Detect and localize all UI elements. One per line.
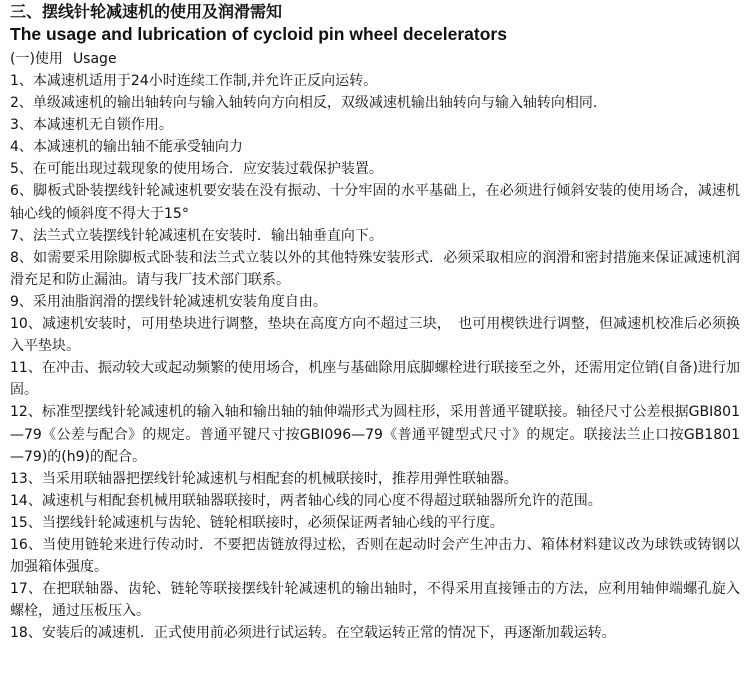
heading-chinese: 三、摆线针轮减速机的使用及润滑需知	[10, 2, 283, 21]
heading-english: The usage and lubrication of cycloid pin wheel decelerators	[10, 24, 507, 44]
list-item: 11、在冲击、振动较大或起动频繁的使用场合，机座与基础除用底脚螺栓进行联接至之外，还需用定位销(自备)进行加固。	[10, 360, 740, 399]
list-item: 9、采用油脂润滑的摆线针轮减速机安装角度自由。	[10, 293, 327, 310]
list-item: 15、当摆线针轮减速机与齿轮、链轮相联接时，必须保证两者轴心线的平行度。	[10, 514, 504, 531]
list-item: 1、本减速机适用于24小时连续工作制,并允许正反向运转。	[10, 73, 378, 89]
section-heading-english: Usage	[72, 51, 117, 67]
list-item: 18、安装后的减速机．正式使用前必须进行试运转。在空载运转正常的情况下，再逐渐加载运转。	[10, 625, 616, 642]
section-heading-chinese: (一)使用	[10, 51, 63, 67]
list-item: 10、减速机安装时，可用垫块进行调整，垫块在高度方向不超过三块， 也可用楔铁进行调整，但减速机校准后必须换入平垫块。	[10, 316, 740, 355]
list-item: 14、减速机与相配套机械用联轴器联接时，两者轴心线的同心度不得超过联轴器所允许的范围。	[10, 492, 602, 509]
list-item: 13、当采用联轴器把摆线针轮减速机与相配套的机械联接时，推荐用弹性联轴器。	[10, 470, 518, 487]
list-item: 17、在把联轴器、齿轮、链轮等联接摆线针轮减速机的输出轴时，不得采用直接锤击的方法，应利用轴伸端螺孔旋入螺栓，通过压板压入。	[10, 581, 740, 620]
list-item: 2、单级减速机的输出轴转向与输入轴转向方向相反，双级减速机输出轴转向与输入轴转向相同.	[10, 95, 598, 112]
list-item: 8、如需要采用除脚板式卧装和法兰式立装以外的其他特殊安装形式．必须采取相应的润滑和密封措施来保证减速机润滑充足和防止漏油。请与我厂技术部门联系。	[10, 249, 740, 288]
list-item: 16、当使用链轮来进行传动时．不要把齿链放得过松，否则在起动时会产生冲击力、箱体材料建议改为球铁或铸钢以加强箱体强度。	[10, 536, 740, 576]
list-item: 6、脚板式卧装摆线针轮减速机要安装在没有振动、十分牢固的水平基础上，在必须进行倾斜安装的使用场合，减速机轴心线的倾斜度不得大于15°	[10, 183, 740, 222]
list-item: 3、本减速机无自锁作用。	[10, 117, 173, 134]
list-item: 4、本减速机的输出轴不能承受轴向力	[10, 139, 243, 156]
list-item: 5、在可能出现过载现象的使用场合．应安装过载保护装置。	[10, 161, 383, 178]
usage-list	[10, 70, 740, 644]
section-heading	[10, 48, 740, 70]
list-item: 7、法兰式立装摆线针轮减速机在安装时．输出轴垂直向下。	[10, 227, 383, 244]
list-item: 12、标准型摆线针轮减速机的输入轴和输出轴的轴伸端形式为圆柱形，采用普通平键联接。轴径尺寸公差根据GBI801—79《公差与配合》的规定。普通平键尺寸按GBI096—79《普通平键型式尺寸》的规定。联接法兰止口按GB1801—79)的(h9)的配合。	[10, 404, 740, 465]
